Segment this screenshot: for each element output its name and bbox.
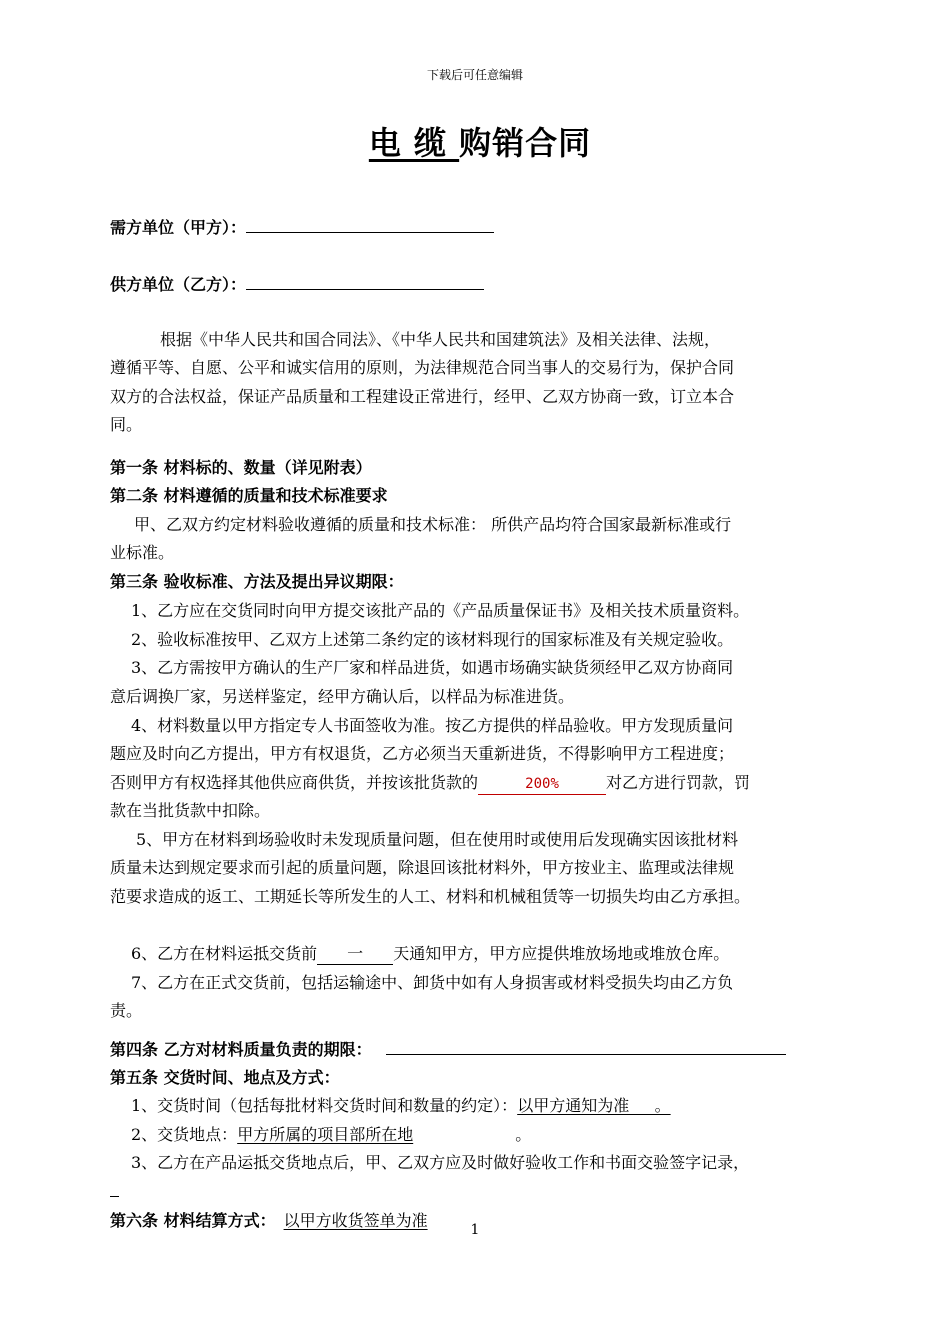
party-b-blank[interactable] [246,273,484,290]
article-3-clause-5-line-1: 5、甲方在材料到场验收时未发现质量问题，但在使用时或使用后发现确实因该批材料 [136,830,739,849]
article-5-heading: 第五条 交货时间、地点及方式： [110,1068,340,1087]
party-a-blank[interactable] [246,216,494,233]
article-3-clause-3-line-1: 3、乙方需按甲方确认的生产厂家和样品进货，如遇市场确实缺货须经甲乙双方协商同 [131,658,734,677]
article-3-clause-7-line-1: 7、乙方在正式交货前，包括运输途中、卸货中如有人身损害或材料受损失均由乙方负 [131,973,734,992]
clause-6-text-after: 天通知甲方，甲方应提供堆放场地或堆放仓库。 [393,944,730,963]
article-2-line-1: 甲、乙双方约定材料验收遵循的质量和技术标准： 所供产品均符合国家最新标准或行 [134,515,732,534]
preamble-line-3: 双方的合法权益，保证产品质量和工程建设正常进行，经甲、乙双方协商一致，订立本合 [110,387,735,406]
clause-4-text-before: 否则甲方有权选择其他供应商供货，并按该批货款的 [110,773,479,792]
notice-days-field[interactable]: 一 [317,944,393,965]
preamble-line-4: 同。 [110,415,143,434]
header-note: 下载后可任意编辑 [426,68,523,82]
delivery-time-label: 1、交货时间（包括每批材料交货时间和数量的约定）： [131,1096,518,1115]
article-3-clause-4-line-2: 题应及时向乙方提出，甲方有权退货，乙方必须当天重新进货，不得影响甲方工程进度； [110,744,735,763]
article-6-heading: 第六条 材料结算方式： [110,1211,276,1230]
clause-6-text-before: 6、乙方在材料运抵交货前 [131,944,318,963]
contract-title [0,118,950,164]
article-2-line-2: 业标准。 [110,543,175,562]
article-3-clause-5-line-3: 范要求造成的返工、工期延长等所发生的人工、材料和机械租赁等一切损失均由乙方承担。 [110,887,751,906]
article-5-clause-3: 3、乙方在产品运抵交货地点后，甲、乙双方应及时做好验收工作和书面交验签字记录， [131,1153,750,1172]
article-4-row [110,1038,786,1060]
article-3-heading: 第三条 验收标准、方法及提出异议期限： [110,572,404,591]
party-a-row [110,216,494,238]
title-underlined-part: 电 缆 [368,124,460,162]
preamble-line-2: 遵循平等、自愿、公平和诚实信用的原则，为法律规范合同当事人的交易行为，保护合同 [110,358,735,377]
underline-mark [110,1196,119,1197]
article-2-heading: 第二条 材料遵循的质量和技术标准要求 [110,486,388,505]
article-3-clause-7-line-2: 责。 [110,1001,143,1020]
clause-4-text-after: 对乙方进行罚款，罚 [606,773,751,792]
article-3-clause-1: 1、乙方应在交货同时向甲方提交该批产品的《产品质量保证书》及相关技术质量资料。 [131,601,750,620]
delivery-place-value[interactable]: 甲方所属的项目部所在地 [237,1125,414,1144]
article-1-heading: 第一条 材料标的、数量（详见附表） [110,458,372,477]
article-5-clause-2 [131,1125,531,1145]
delivery-place-end: 。 [515,1125,532,1144]
article-3-clause-6 [131,944,729,965]
delivery-time-value[interactable]: 以甲方通知为准 。 [517,1096,671,1115]
article-3-clause-4-line-1: 4、材料数量以甲方指定专人书面签收为准。按乙方提供的样品验收。甲方发现质量问 [131,716,734,735]
page-number: 1 [470,1222,480,1238]
party-a-label: 需方单位（甲方）： [110,218,247,237]
article-3-clause-5-line-2: 质量未达到规定要求而引起的质量问题，除退回该批材料外，甲方按业主、监理或法律规 [110,858,735,877]
title-rest: 购销合同 [459,124,592,162]
article-3-clause-3-line-2: 意后调换厂家，另送样鉴定，经甲方确认后，以样品为标准进货。 [110,687,575,706]
article-3-clause-4-line-3 [110,773,750,795]
delivery-place-label: 2、交货地点： [131,1125,238,1144]
party-b-label: 供方单位（乙方）： [110,275,247,294]
article-3-clause-2: 2、验收标准按甲、乙双方上述第二条约定的该材料现行的国家标准及有关规定验收。 [131,630,734,649]
party-b-row [110,273,484,295]
settlement-method-value[interactable]: 以甲方收货签单为准 [283,1211,428,1230]
article-3-clause-4-line-4: 款在当批货款中扣除。 [110,801,271,820]
preamble-line-1: 根据《中华人民共和国合同法》、《中华人民共和国建筑法》及相关法律、法规， [160,330,721,349]
penalty-rate-field[interactable]: 200% [478,774,606,795]
warranty-period-blank[interactable] [386,1038,786,1055]
article-4-heading: 第四条 乙方对材料质量负责的期限： [110,1040,372,1059]
article-5-clause-1 [131,1096,671,1116]
